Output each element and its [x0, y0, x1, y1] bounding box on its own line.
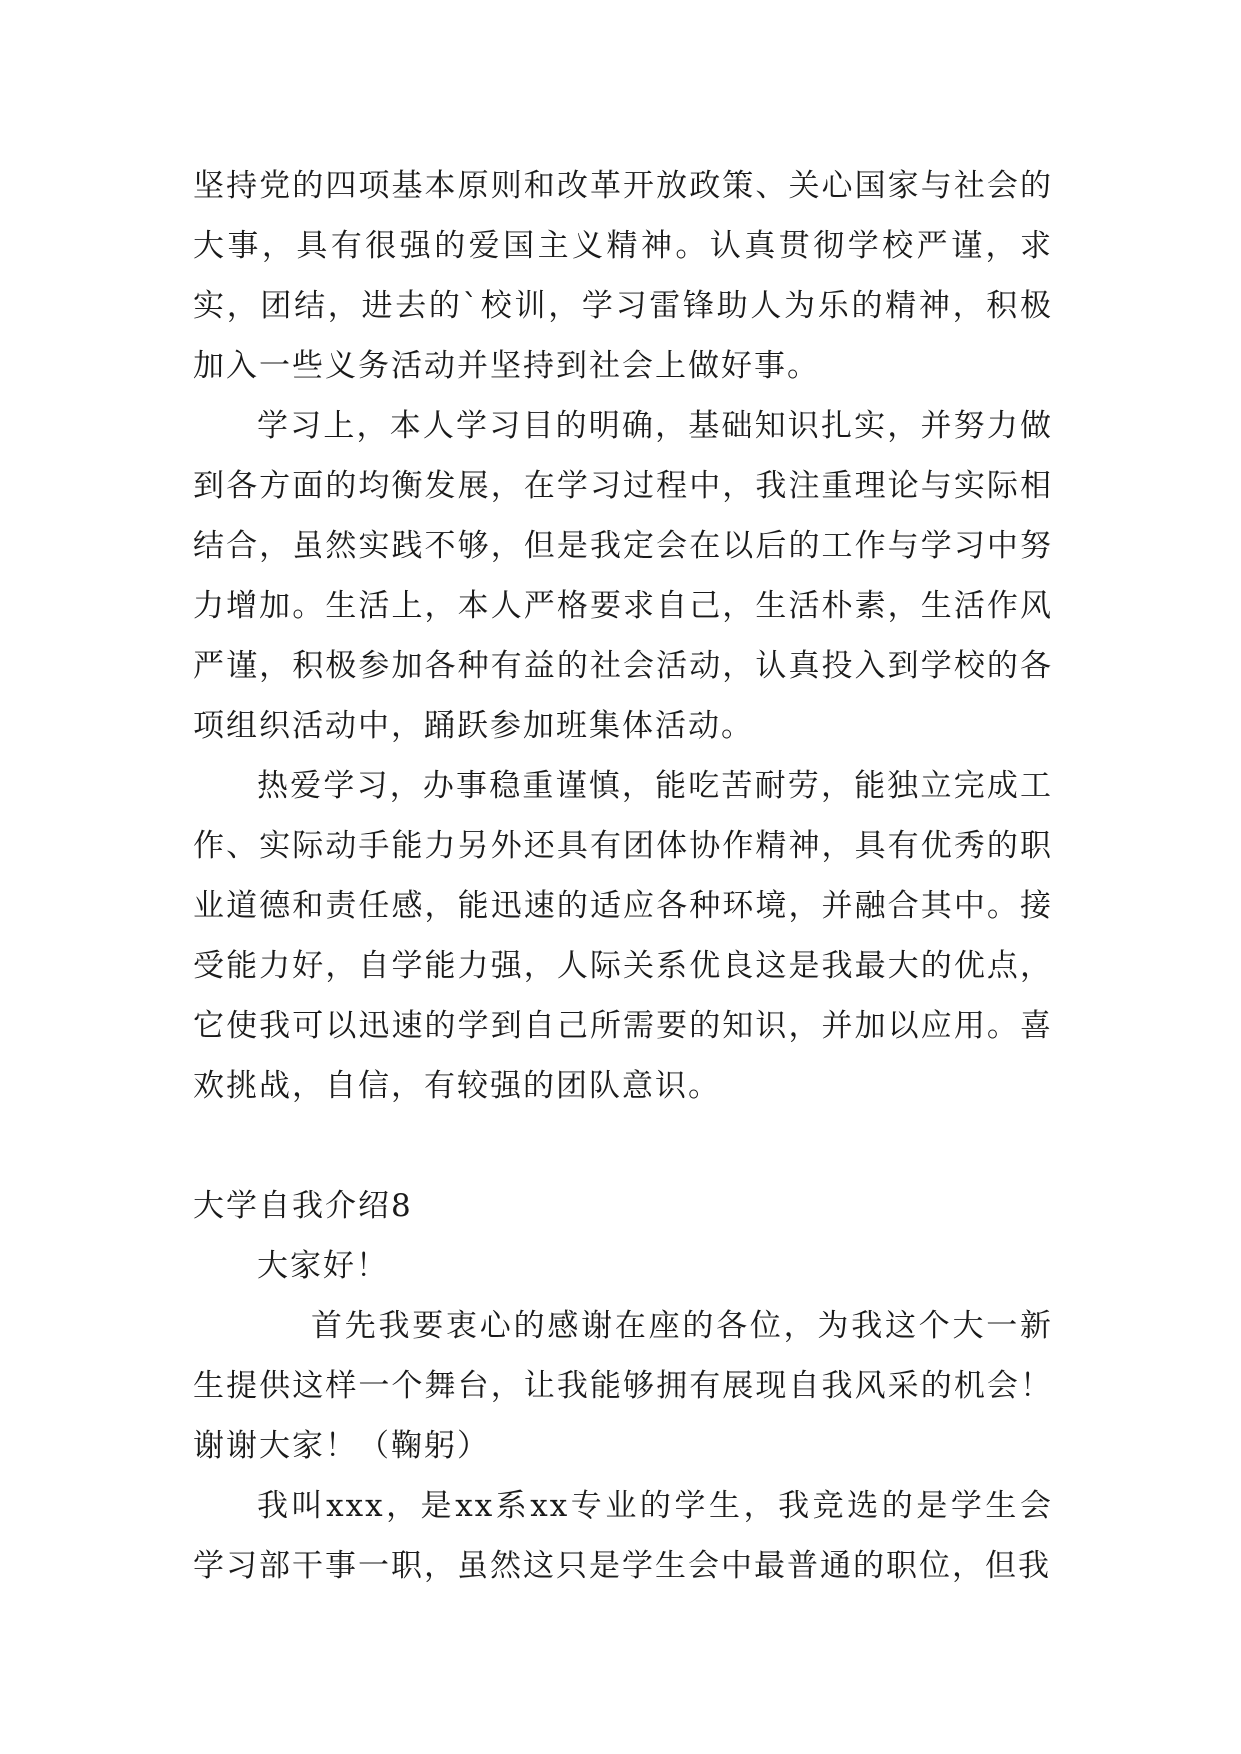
- document-body: [193, 156, 1053, 1596]
- paragraph-2: 学习上，本人学习目的明确，基础知识扎实，并努力做到各方面的均衡发展，在学习过程中，我注重理论与实际相结合，虽然实践不够，但是我定会在以后的工作与学习中努力增加。生活上，本人严格要求自己，生活朴素，生活作风严谨，积极参加各种有益的社会活动，认真投入到学校的各项组织活动中，踊跃参加班集体活动。: [193, 408, 1053, 744]
- paragraph-3: 热爱学习，办事稳重谨慎，能吃苦耐劳，能独立完成工作、实际动手能力另外还具有团体协作精神，具有优秀的职业道德和责任感，能迅速的适应各种环境，并融合其中。接受能力好，自学能力强，人际关系优良这是我最大的优点，它使我可以迅速的学到自己所需要的知识，并加以应用。喜欢挑战，自信，有较强的团队意识。: [193, 768, 1053, 1104]
- paragraph-1: 坚持党的四项基本原则和改革开放政策、关心国家与社会的大事，具有很强的爱国主义精神。认真贯彻学校严谨，求实，团结，进去的`校训，学习雷锋助人为乐的精神，积极加入一些义务活动并坚持到社会上做好事。: [193, 168, 1053, 384]
- paragraph-4: 首先我要衷心的感谢在座的各位，为我这个大一新生提供这样一个舞台，让我能够拥有展现自我风采的机会！谢谢大家！（鞠躬）: [193, 1308, 1053, 1464]
- section-heading: 大学自我介绍8: [193, 1188, 413, 1224]
- greeting: 大家好！: [257, 1248, 389, 1284]
- paragraph-5: 我叫xxx，是xx系xx专业的学生，我竞选的是学生会学习部干事一职，虽然这只是学生会中最普通的职位，但我: [193, 1488, 1053, 1584]
